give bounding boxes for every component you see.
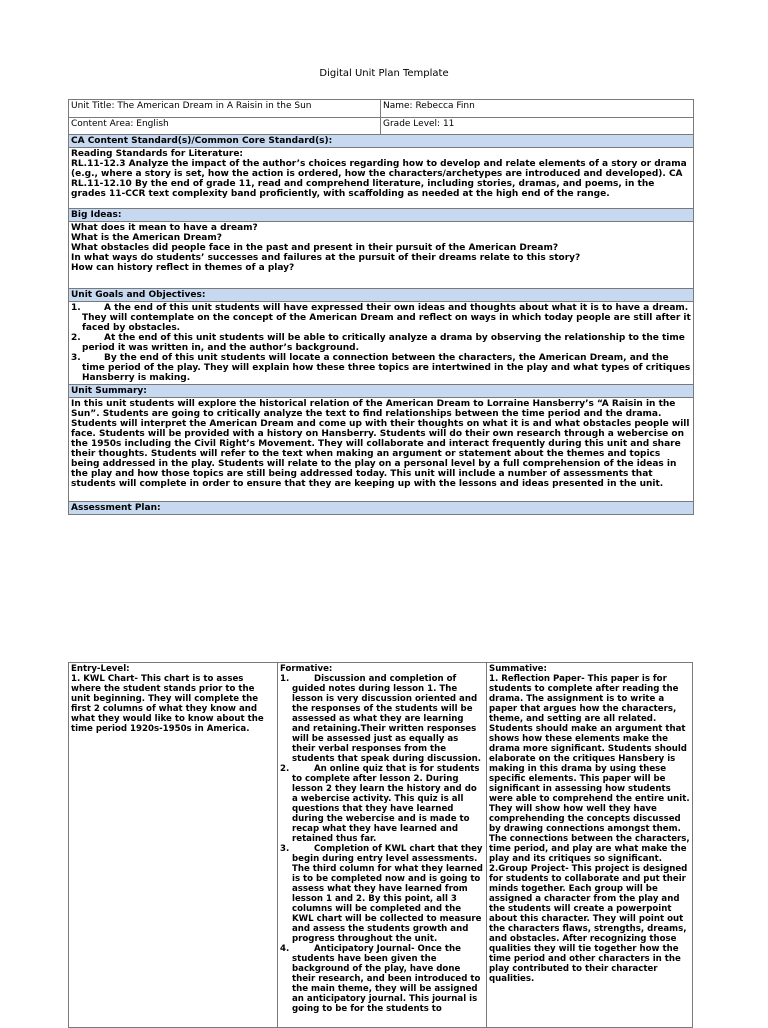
goal-text: A the end of this unit students will have expressed their own ideas and thoughts about what it is to have a dream. They will contemplate on the concept of the American Dream and reflect on ways in which today people are still after it faced by obstacles. xyxy=(82,303,691,333)
goal-number: 3. xyxy=(71,353,81,363)
entry-level-text: 1. KWL Chart- This chart is to asses where the student stands prior to the unit beginning. They will complete the first 2 columns of what they know and what they would like to know about the time period 1920s-1950s in America. xyxy=(71,674,264,734)
content-area-cell: Content Area: English xyxy=(69,118,381,135)
unit-plan-table xyxy=(68,99,694,515)
summative-paragraph: 1. Reflection Paper- This paper is for students to complete after reading the drama. The assignment is to write a paper that argues how the characters, theme, and setting are all related. Students should make an argument that shows how these elements make the drama more significant. Students should elaborate on the critiques Hansbery is making in this drama by using these specific elements. This paper will be significant in assessing how students were able to comprehend the entire unit. They will show how well they have comprehending the concepts discussed by drawing connections amongst them. The connections between the characters, time period, and play are what make the play and its critiques so significant. xyxy=(489,674,690,864)
big-idea-item: What is the American Dream? xyxy=(71,233,222,243)
grade-level-cell: Grade Level: 11 xyxy=(381,118,694,135)
standards-body xyxy=(69,148,694,209)
formative-item xyxy=(280,764,484,844)
goal-number: 1. xyxy=(71,303,81,313)
assessment-header: Assessment Plan: xyxy=(69,502,694,515)
big-ideas-body xyxy=(69,222,694,289)
formative-text: Anticipatory Journal- Once the students have been given the background of the play, have done their research, and been introduced to the main theme, they will be assigned an anticipatory journal. This journal is going to be for the students to xyxy=(292,944,481,1014)
goal-text: By the end of this unit students will locate a connection between the characters, the American Dream, and the time period of the play. They will explain how these three topics are intertwined in the play and what types of critiques Hansberry is making. xyxy=(82,353,691,383)
formative-item xyxy=(280,674,484,764)
big-ideas-header: Big Ideas: xyxy=(69,209,694,222)
summative-paragraph: 2.Group Project- This project is designed for students to collaborate and put their minds together. Each group will be assigned a character from the play and the students will create a powerpoint about this character. They will point out the characters flaws, strengths, dreams, and obstacles. After recognizing those qualities they will tie together how the time period and other characters in the play contributed to their character qualities. xyxy=(489,864,688,984)
formative-number: 1. xyxy=(280,674,290,684)
formative-text: Discussion and completion of guided notes during lesson 1. The lesson is very discussion oriented and the responses of the students will be assessed as what they are learning and retaining.Their written responses will be assessed just as equally as their verbal responses from the students that speak during discussion. xyxy=(292,674,481,764)
name-cell: Name: Rebecca Finn xyxy=(381,100,694,118)
formative-item xyxy=(280,844,484,944)
formative-text: Completion of KWL chart that they begin during entry level assessments. The third column for what they learned is to be completed now and is going to assess what they have learned from lesson 1 and 2. By this point, all 3 columns will be completed and the KWL chart will be collected to measure and assess the students growth and progress throughout the unit. xyxy=(292,844,483,944)
goals-header: Unit Goals and Objectives: xyxy=(69,289,694,302)
goal-item xyxy=(71,333,691,353)
goal-item xyxy=(71,303,691,333)
summary-header: Unit Summary: xyxy=(69,385,694,398)
goal-item xyxy=(71,353,691,383)
formative-header: Formative: xyxy=(280,664,333,674)
goal-number: 2. xyxy=(71,333,81,343)
big-idea-item: What obstacles did people face in the past and present in their pursuit of the American Dream? xyxy=(71,243,559,253)
formative-list xyxy=(280,674,484,1014)
big-idea-item: What does it mean to have a dream? xyxy=(71,223,258,233)
entry-level-cell xyxy=(69,663,278,1028)
formative-item xyxy=(280,944,484,1014)
assessment-table xyxy=(68,662,693,1028)
formative-number: 2. xyxy=(280,764,290,774)
page-title: Digital Unit Plan Template xyxy=(319,68,449,79)
standards-header: CA Content Standard(s)/Common Core Standard(s): xyxy=(69,135,694,148)
entry-level-header: Entry-Level: xyxy=(71,664,130,674)
unit-title-cell: Unit Title: The American Dream in A Raisin in the Sun xyxy=(69,100,381,118)
formative-number: 3. xyxy=(280,844,290,854)
big-idea-item: How can history reflect in themes of a play? xyxy=(71,263,295,273)
summary-body: In this unit students will explore the historical relation of the American Dream to Lorraine Hansberry’s “A Raisin in the Sun”. Students are going to critically analyze the text to find relationships between the time period and the drama. Students will interpret the American Dream and come up with their thoughts on what it is and what obstacles people will face. Students will be provided with a history on Hansberry. Students will do their own research through a webercise on the 1950s including the Civil Right’s Movement. They will collaborate and interact frequently during this unit and share their thoughts. Students will refer to the text when making an argument or statement about the themes and topics being addressed in the play. Students will relate to the play on a personal level by a full comprehension of the ideas in the play and how those topics are still being addressed today. This unit will include a number of assessments that students will complete in order to ensure that they are keeping up with the lessons and ideas presented in the unit. xyxy=(69,398,694,502)
summative-header: Summative: xyxy=(489,664,547,674)
standards-line-2: RL.11-12.3 Analyze the impact of the author’s choices regarding how to develop and relate elements of a story or drama (e.g., where a story is set, how the action is ordered, how the characters/archetypes are introduced and developed). CA RL.11-12.10 By the end of grade 11, read and comprehend literature, including stories, dramas, and poems, in the grades 11-CCR text complexity band proficiently, with scaffolding as needed at the high end of the range. xyxy=(71,159,687,199)
goals-list xyxy=(71,303,691,383)
summative-cell xyxy=(487,663,693,1028)
goal-text: At the end of this unit students will be able to critically analyze a drama by observing the relationship to the time period it was written in, and the author’s background. xyxy=(82,333,685,353)
big-idea-item: In what ways do students’ successes and failures at the pursuit of their dreams relate to this story? xyxy=(71,253,581,263)
formative-number: 4. xyxy=(280,944,290,954)
standards-line-1: Reading Standards for Literature: xyxy=(71,149,244,159)
formative-cell xyxy=(278,663,487,1028)
goals-body xyxy=(69,302,694,385)
formative-text: An online quiz that is for students to complete after lesson 2. During lesson 2 they learn the history and do a webercise activity. This quiz is all questions that they have learned during the webercise and is made to recap what they have learned and retained thus far. xyxy=(292,764,480,844)
